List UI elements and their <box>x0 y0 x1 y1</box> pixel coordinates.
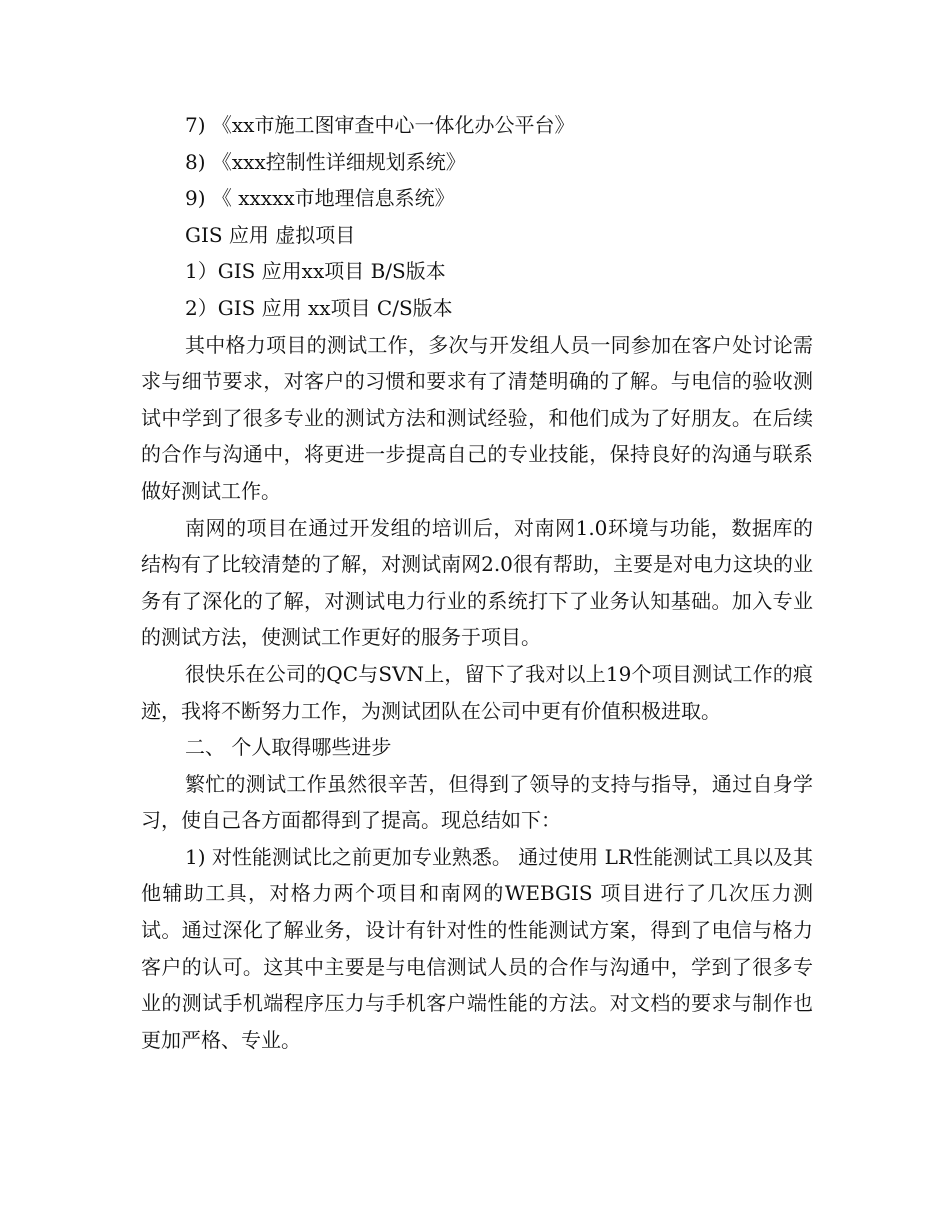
paragraph: 1) 对性能测试比之前更加专业熟悉。 通过使用 LR性能测试工具以及其他辅助工具，对格力两个项目和南网的WEBGIS 项目进行了几次压力测试。通过深化了解业务，设计有针对性的性能测试方案，得到了电信与格力客户的认可。这其中主要是与电信测试人员的合作与沟通中，学到了很多专业的测试手机端程序压力与手机客户端性能的方法。对文档的要求与制作也更加严格、专业。 <box>141 844 813 1052</box>
list-item: 7) 《xx市施工图审查中心一体化办公平台》 <box>185 113 575 137</box>
paragraph: 南网的项目在通过开发组的培训后，对南网1.0环境与功能，数据库的结构有了比较清楚的了解，对测试南网2.0很有帮助，主要是对电力这块的业务有了深化的了解，对测试电力行业的系统打下了业务认知基础。加入专业的测试方法，使测试工作更好的服务于项目。 <box>141 515 813 650</box>
section-heading: 二、 个人取得哪些进步 <box>185 735 392 760</box>
list-item: 1）GIS 应用xx项目 B/S版本 <box>185 259 446 284</box>
paragraph: 繁忙的测试工作虽然很辛苦，但得到了领导的支持与指导，通过自身学习，使自己各方面都得到了提高。现总结如下： <box>141 771 813 833</box>
list-item: 8) 《xxx控制性详细规划系统》 <box>185 149 466 174</box>
list-item: 9) 《 xxxxx市地理信息系统》 <box>185 186 455 211</box>
paragraph: 其中格力项目的测试工作，多次与开发组人员一同参加在客户处讨论需求与细节要求，对客户的习惯和要求有了清楚明确的了解。与电信的验收测试中学到了很多专业的测试方法和测试经验，和他们成为了好朋友。在后续的合作与沟通中，将更进一步提高自己的专业技能，保持良好的沟通与联系做好测试工作。 <box>141 332 813 503</box>
document-body <box>141 107 813 1058</box>
subheading: GIS 应用 虚拟项目 <box>185 222 356 247</box>
list-item: 2）GIS 应用 xx项目 C/S版本 <box>185 295 453 320</box>
paragraph: 很快乐在公司的QC与SVN上，留下了我对以上19个项目测试工作的痕迹，我将不断努力工作，为测试团队在公司中更有价值积极进取。 <box>141 661 813 723</box>
